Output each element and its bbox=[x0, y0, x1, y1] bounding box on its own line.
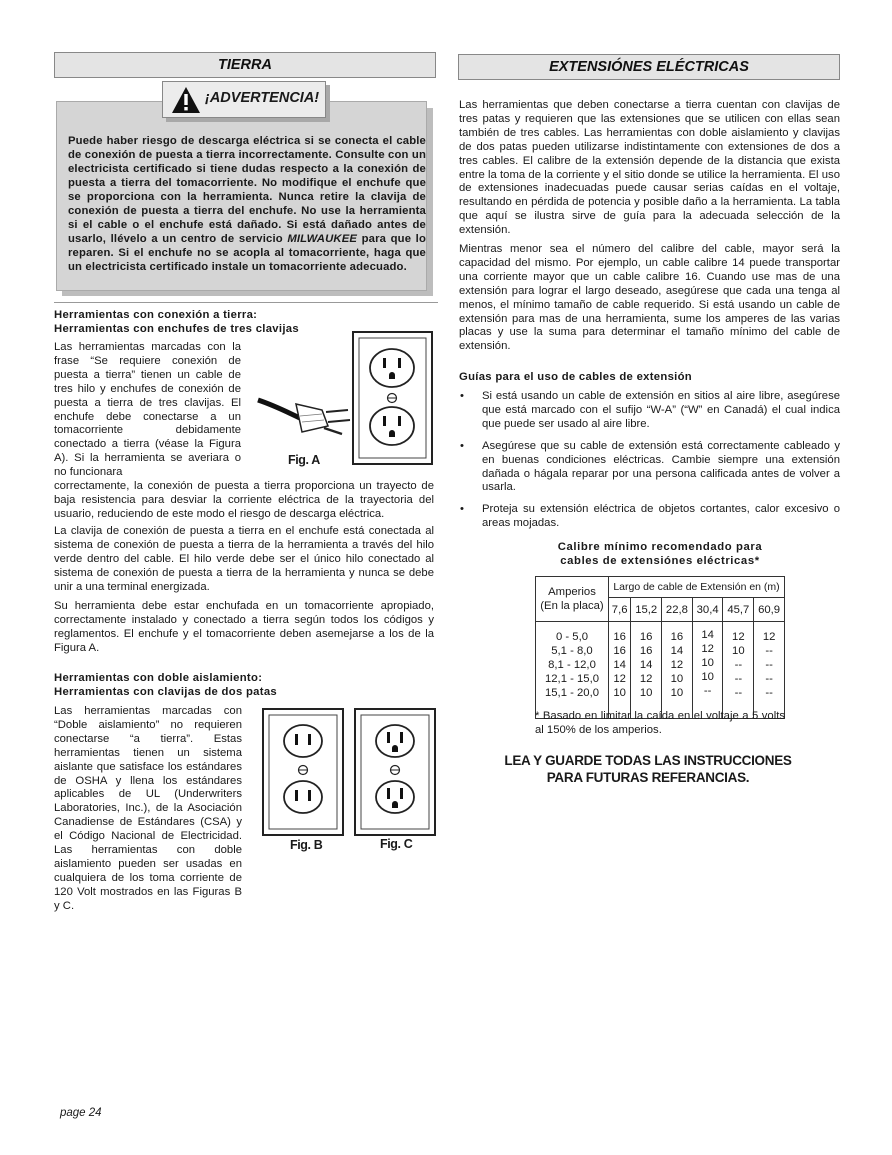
fig-a-plug-outlet-illustration bbox=[256, 330, 436, 470]
gauge-column: 12 10 -- -- -- bbox=[723, 622, 754, 719]
extension-paragraph-2: Mientras menor sea el número del calibre del cable, mayor será la capacidad del mismo. Por ejemplo, un cable calibre 14 puede transportar una corriente mayor que un cable calibre 16. Cuando use mas de una extensión para lograr el largo deseado, asegúrese que cada una tenga al menos, el mínimo tamaño de cable requerido. Si está usando un cable de extensión para mas de una herramienta, sume los amperes de las varias placas y use la suma para determinar el tamaño mínimo del cable de extensión. bbox=[459, 243, 840, 353]
fig-b-outlet-illustration bbox=[262, 708, 344, 836]
page-number: page 24 bbox=[60, 1107, 102, 1119]
section-divider bbox=[54, 302, 438, 303]
guide-item-3: • Proteja su extensión eléctrica de objetos cortantes, calor excesivo o areas mojadas. bbox=[459, 503, 840, 531]
grounded-paragraph-2: La clavija de conexión de puesta a tierra en el enchufe está conectada al sistema de conexión de puesta a tierra de la herramienta a través del hilo verde dentro del cable. El hilo verde debe ser el único hilo conectado al sistema de conexión de puesta a tierra de la herramienta y nunca se debe unir a una terminal energizada. bbox=[54, 525, 434, 593]
grounded-paragraph-3: Su herramienta debe estar enchufada en un tomacorriente apropiado, correctamente instalado y conectado a tierra según todos los códigos y reglamentos. El enchufe y el tomacorriente deben asemejarse a los de la Figura A. bbox=[54, 600, 434, 654]
warning-title-box bbox=[162, 81, 326, 118]
amp-header: Amperios (En la placa) bbox=[536, 577, 609, 622]
section-header-extensiones: EXTENSIÓNES ELÉCTRICAS bbox=[458, 54, 840, 80]
length-col: 45,7 bbox=[723, 598, 754, 622]
amp-values: 0 - 5,0 5,1 - 8,0 8,1 - 12,0 12,1 - 15,0 15,1 - 20,0 bbox=[536, 622, 609, 719]
length-col: 60,9 bbox=[754, 598, 785, 622]
length-col: 30,4 bbox=[692, 598, 723, 622]
grounded-paragraph-wrap: Las herramientas marcadas con la frase “Se requiere conexión de puesta a tierra” tienen un cable de tres hilo y enchufes de conexión de puesta a tierra de tres clavijas. El enchufe debe conectarse a un tomacorriente debidamente conectado a tierra (véase la Figura A). Si la herramienta se averiara o no funcionara bbox=[54, 341, 241, 479]
guides-heading: Guías para el uso de cables de extensión bbox=[459, 371, 693, 383]
grounded-heading: Herramientas con conexión a tierra: Herramientas con enchufes de tres clavijas bbox=[54, 309, 299, 335]
length-header: Largo de cable de Extensión en (m) bbox=[609, 577, 785, 598]
calibre-table bbox=[535, 576, 785, 719]
guide-item-2: • Asegúrese que su cable de extensión está correctamente cableado y en buenas condiciones eléctricas. Cambie siempre una extensión dañada o hágala reparar por una persona calificada antes de volver a usarla. bbox=[459, 440, 840, 496]
table-footnote: * Basado en limitar la caída en el voltaje a 5 volts al 150% de los amperios. bbox=[535, 710, 785, 736]
fig-c-label: Fig. C bbox=[380, 837, 413, 851]
brand-name: MILWAUKEE bbox=[287, 233, 358, 245]
double-insulated-paragraph: Las herramientas marcadas con “Doble aislamiento” no requieren conectarse “a tierra”. Estas herramientas tienen un sistema aislante que satisface los estándares de OSHA y llena los estándares aplicables de UL (Underwriters Laboratories, Inc.), de la Asociación Canadiense de Estándares (CSA) y el Código Nacional de Electricidad. Las herramientas con doble aislamiento pueden ser usadas en cualquiera de los toma corriente de 120 Volt mostrados en las Figuras B y C. bbox=[54, 705, 242, 912]
warning-text: Puede haber riesgo de descarga eléctrica si se conecta el cable de conexión de puesta a tierra incorrectamente. Consulte con un electricista certificado si tiene dudas respecto a la conexión de puesta a tierra del tomacorriente. No modifique el enchufe que se proporciona con la herramienta. Nunca retire la clavija de conexión de puesta a tierra del enchufe. No use la herramienta si el cable o el enchufe está dañado. Si está dañado antes de usarlo, llévelo a un centro de servicio MILWAUKEE para que lo reparen. Si el enchufe no se acopla al tomacorriente, haga que un electricista certificado instale un tomacorriente adecuado. bbox=[68, 135, 426, 273]
warning-triangle-icon bbox=[171, 86, 201, 114]
extension-paragraph-1: Las herramientas que deben conectarse a tierra cuentan con clavijas de tres patas y requieren que las extensiones que se utilicen con ellas sean también de tres cables. Las herramientas con doble aislamiento y clavijas de dos patas pueden utilizarse indistintamente con extensiones de dos a tres cables. El calibre de la extensión depende de la distancia que exista entre la toma de la corriente y el sitio donde se utilice la herramienta. El uso de extensiones inadecuadas puede causar serias caídas en el voltaje, resultando en pérdida de potencia y posible daño a la herramienta. La tabla que aquí se ilustra sirve de guía para la adecuada selección de la extensión. bbox=[459, 99, 840, 237]
guide-item-1: • Si está usando un cable de extensión en sitios al aire libre, asegúrese que está marcado con el sufijo “W-A” (“W” en Canadá) el cual indica que puede ser usado al aire libre. bbox=[459, 390, 840, 432]
length-col: 15,2 bbox=[631, 598, 662, 622]
gauge-column: 16 16 14 12 10 bbox=[631, 622, 662, 719]
double-insulated-heading: Herramientas con doble aislamiento: Herramientas con clavijas de dos patas bbox=[54, 672, 277, 698]
length-col: 22,8 bbox=[662, 598, 693, 622]
gauge-column: 16 14 12 10 10 bbox=[662, 622, 693, 719]
fig-b-label: Fig. B bbox=[290, 838, 323, 852]
gauge-column: 14 12 10 10 -- bbox=[692, 622, 723, 719]
gauge-column: 16 16 14 12 10 bbox=[609, 622, 631, 719]
guides-list bbox=[459, 390, 840, 539]
length-col: 7,6 bbox=[609, 598, 631, 622]
final-instruction: LEA Y GUARDE TODAS LAS INSTRUCCIONES PARA FUTURAS REFERANCIAS. bbox=[504, 753, 792, 785]
gauge-column: 12 -- -- -- -- bbox=[754, 622, 785, 719]
fig-a-label: Fig. A bbox=[288, 453, 320, 467]
fig-c-outlet-illustration bbox=[354, 708, 436, 836]
section-header-tierra: TIERRA bbox=[54, 52, 436, 78]
warning-title: ¡ADVERTENCIA! bbox=[205, 90, 320, 106]
table-title: Calibre mínimo recomendado para cables de extensiónes eléctricas* bbox=[557, 541, 763, 567]
grounded-paragraph-rest: correctamente, la conexión de puesta a tierra proporciona un trayecto de baja resistencia para desviar la corriente eléctrica de la trayectoria del usuario, reduciendo de este modo el riesgo de descarga eléctrica. bbox=[54, 480, 434, 520]
